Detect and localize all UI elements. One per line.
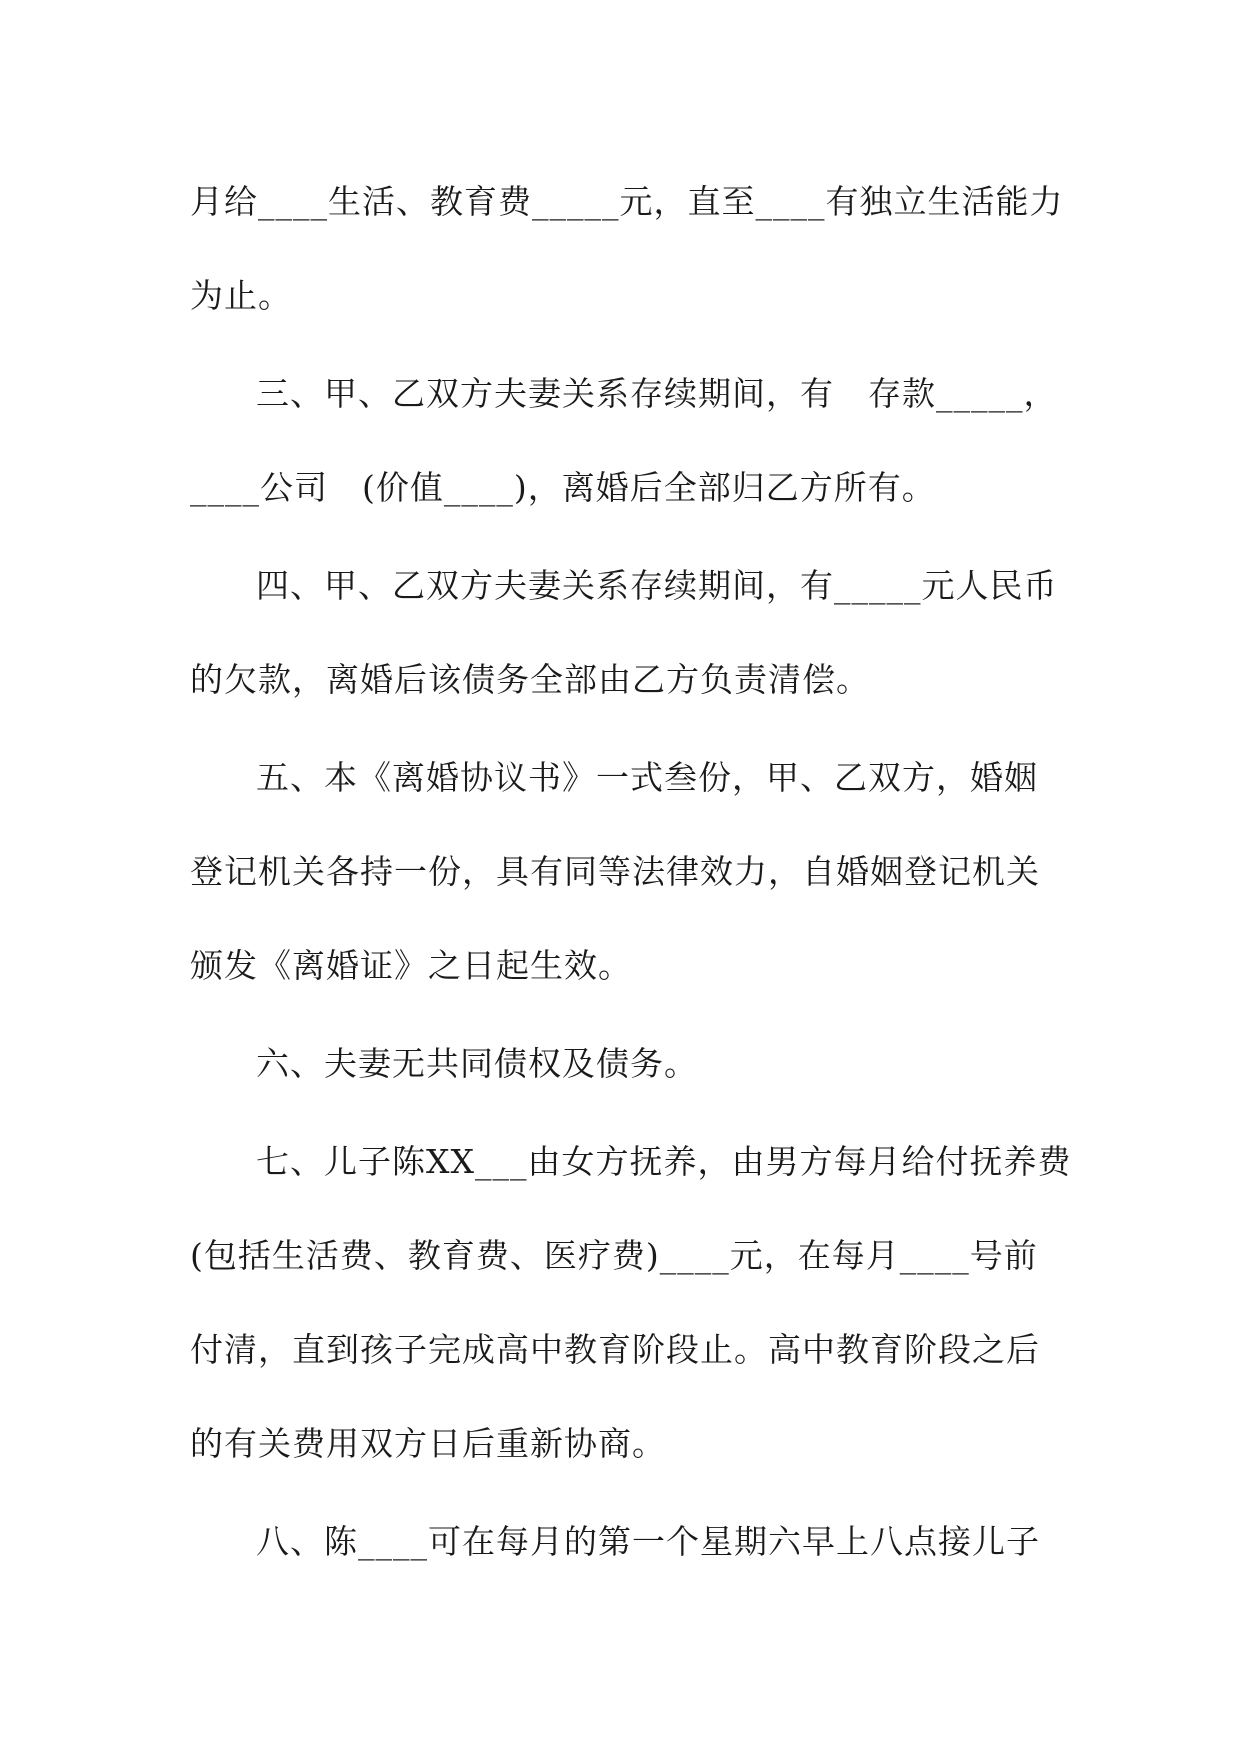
paragraph-7-line-3: 付清，直到孩子完成高中教育阶段止。高中教育阶段之后 [190, 1330, 1040, 1369]
paragraph-7-line-4: 的有关费用双方日后重新协商。 [190, 1424, 666, 1463]
paragraph-7-line-1: 七、儿子陈XX___由女方抚养，由男方每月给付抚养费 [256, 1142, 1072, 1181]
paragraph-5-line-3: 颁发《离婚证》之日起生效。 [190, 946, 632, 985]
paragraph-7-line-2: (包括生活费、教育费、医疗费)____元，在每月____号前 [190, 1236, 1038, 1275]
text-line-2: 为止。 [190, 276, 292, 315]
paragraph-4-line-2: 的欠款，离婚后该债务全部由乙方负责清偿。 [190, 660, 870, 699]
paragraph-8-line-1: 八、陈____可在每月的第一个星期六早上八点接儿子 [256, 1522, 1040, 1561]
paragraph-4-line-1: 四、甲、乙双方夫妻关系存续期间，有_____元人民币 [256, 566, 1058, 605]
paragraph-3-line-1: 三、甲、乙双方夫妻关系存续期间，有 存款_____， [256, 374, 1058, 413]
paragraph-6-line-1: 六、夫妻无共同债权及债务。 [256, 1044, 698, 1083]
paragraph-3-line-2: ____公司 (价值____)，离婚后全部归乙方所有。 [190, 468, 936, 507]
paragraph-5-line-1: 五、本《离婚协议书》一式叁份，甲、乙双方，婚姻 [256, 758, 1038, 797]
text-line-1: 月给____生活、教育费_____元，直至____有独立生活能力 [190, 182, 1064, 221]
paragraph-5-line-2: 登记机关各持一份，具有同等法律效力，自婚姻登记机关 [190, 852, 1040, 891]
